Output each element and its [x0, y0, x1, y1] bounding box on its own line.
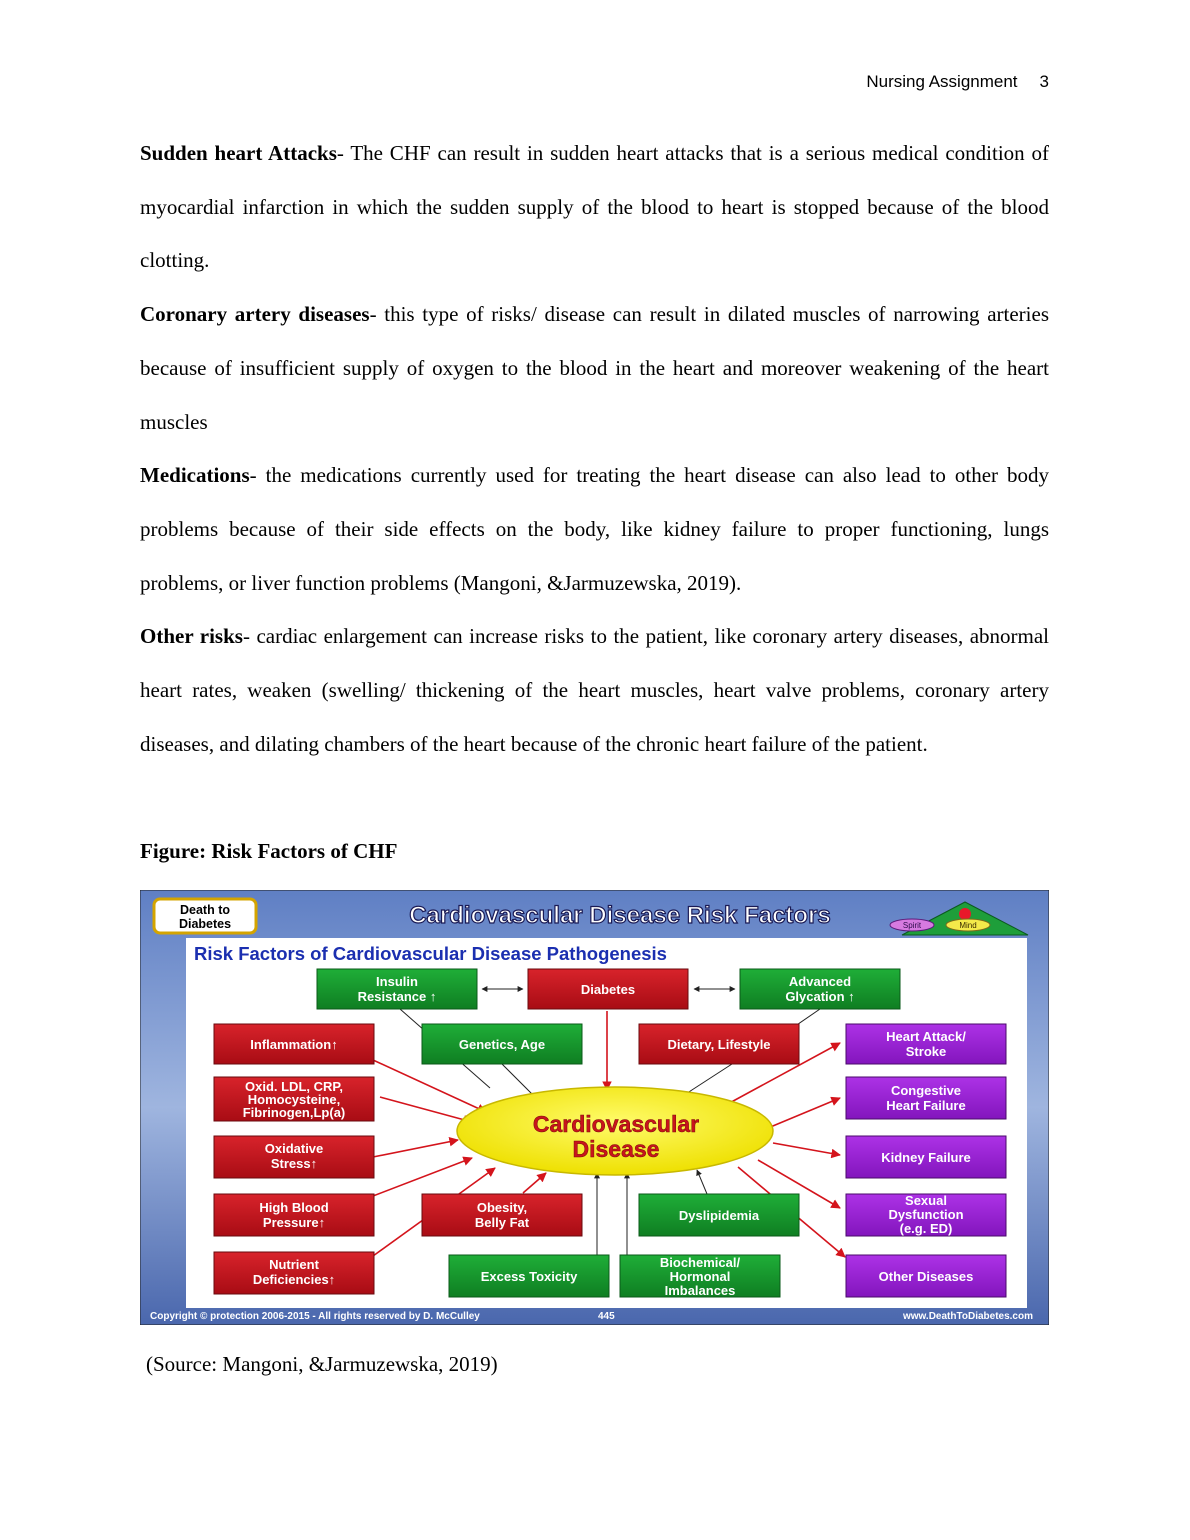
paragraph-medications [140, 449, 1049, 610]
box-label: Nutrient [269, 1257, 319, 1272]
paragraph-text: - cardiac enlargement can increase risks to the patient, like coronary artery diseases, abnormal heart rates, weaken (swelling/ thickening of the heart muscles, heart valve problems, coronary artery diseases, and dilating chambers of the heart because of the chronic heart failure of the patient. [140, 624, 1050, 756]
box-label: Other Diseases [878, 1269, 974, 1284]
figure-source: (Source: Mangoni, &Jarmuzewska, 2019) [146, 1352, 498, 1376]
paragraph-other-risks [140, 610, 1049, 771]
box-label: Inflammation↑ [250, 1037, 338, 1052]
box-label: Obesity, [476, 1200, 528, 1215]
paragraph-lead: Sudden heart Attacks [140, 141, 337, 165]
paragraph-lead: Medications [140, 463, 250, 488]
box-label: Glycation ↑ [785, 989, 855, 1004]
box-label: High Blood [259, 1200, 329, 1215]
figure-copyright: Copyright © protection 2006-2015 - All rights reserved by D. McCulley [150, 1311, 480, 1322]
box-label: Diabetes [580, 982, 636, 997]
box-label: Sexual [905, 1193, 947, 1208]
paragraph-lead: Coronary artery diseases [140, 302, 370, 327]
box-label: Kidney Failure [881, 1150, 971, 1165]
risk-factors-diagram [140, 890, 1049, 1325]
box-label: Resistance ↑ [357, 989, 437, 1004]
box-label: Heart Failure [886, 1098, 966, 1113]
box-label: Deficiencies↑ [252, 1272, 336, 1287]
box-label: Excess Toxicity [480, 1269, 578, 1284]
paragraph-text: - the medications currently used for treating the heart disease can also lead to other body problems because of their side effects on the body, like kidney failure to proper functioning, lungs problems, or liver function problems (Mangoni, &Jarmuzewska, 2019). [140, 463, 1049, 595]
center-label: Disease [572, 1136, 660, 1162]
figure-website: www.DeathToDiabetes.com [902, 1311, 1033, 1322]
figure-slide-number: 445 [598, 1311, 615, 1322]
box-label: Hormonal [669, 1269, 731, 1284]
heart-icon [959, 908, 971, 920]
box-label: Advanced [788, 974, 852, 989]
box-label: Stroke [905, 1044, 947, 1059]
box-label: Insulin [376, 974, 418, 989]
box-label: Pressure↑ [262, 1215, 326, 1230]
box-label: Oxid. LDL, CRP, [245, 1079, 343, 1094]
box-label: Biochemical/ [659, 1255, 741, 1270]
box-label: Congestive [890, 1083, 962, 1098]
header-title: Nursing Assignment [866, 72, 1018, 91]
figure-caption: Figure: Risk Factors of CHF [140, 839, 398, 863]
box-label: Fibrinogen,Lp(a) [242, 1105, 346, 1120]
box-label: Dietary, Lifestyle [667, 1037, 771, 1052]
logo-text: Death to [180, 903, 230, 917]
box-label: Dysfunction [888, 1207, 964, 1222]
box-label: Imbalances [664, 1283, 736, 1298]
diagram-subtitle: Risk Factors of Cardiovascular Disease Pathogenesis [194, 943, 667, 964]
paragraph-lead: Other risks [140, 624, 243, 649]
box-label: Stress↑ [270, 1156, 318, 1171]
running-header [866, 72, 1049, 92]
body-text [140, 127, 1049, 771]
box-label: Oxidative [264, 1141, 324, 1156]
box-label: Belly Fat [474, 1215, 530, 1230]
paragraph-text: - The CHF can result in sudden heart attacks that is a serious medical condition of myocardial infarction in which the sudden supply of the blood to heart is stopped because of the blood clotting. [140, 141, 1049, 273]
figure-title: Cardiovascular Disease Risk Factors [409, 902, 831, 929]
paragraph-sudden-heart-attacks [140, 127, 1049, 288]
box-label: Homocysteine, [247, 1092, 341, 1107]
risk-factors-figure [140, 890, 1049, 1325]
box-label: Heart Attack/ [886, 1029, 966, 1044]
center-label: Cardiovascular [532, 1111, 700, 1137]
logo-text: Diabetes [178, 917, 232, 931]
mind-label: Mind [959, 921, 977, 930]
spirit-label: Spirit [902, 921, 922, 930]
page-number: 3 [1039, 72, 1049, 91]
box-label: (e.g. ED) [899, 1221, 953, 1236]
box-label: Genetics, Age [458, 1037, 546, 1052]
paragraph-text: - this type of risks/ disease can result in dilated muscles of narrowing arteries because of insufficient supply of oxygen to the blood in the heart and moreover weakening of the heart muscles [140, 302, 1049, 434]
box-label: Dyslipidemia [678, 1208, 760, 1223]
paragraph-coronary-artery [140, 288, 1049, 449]
